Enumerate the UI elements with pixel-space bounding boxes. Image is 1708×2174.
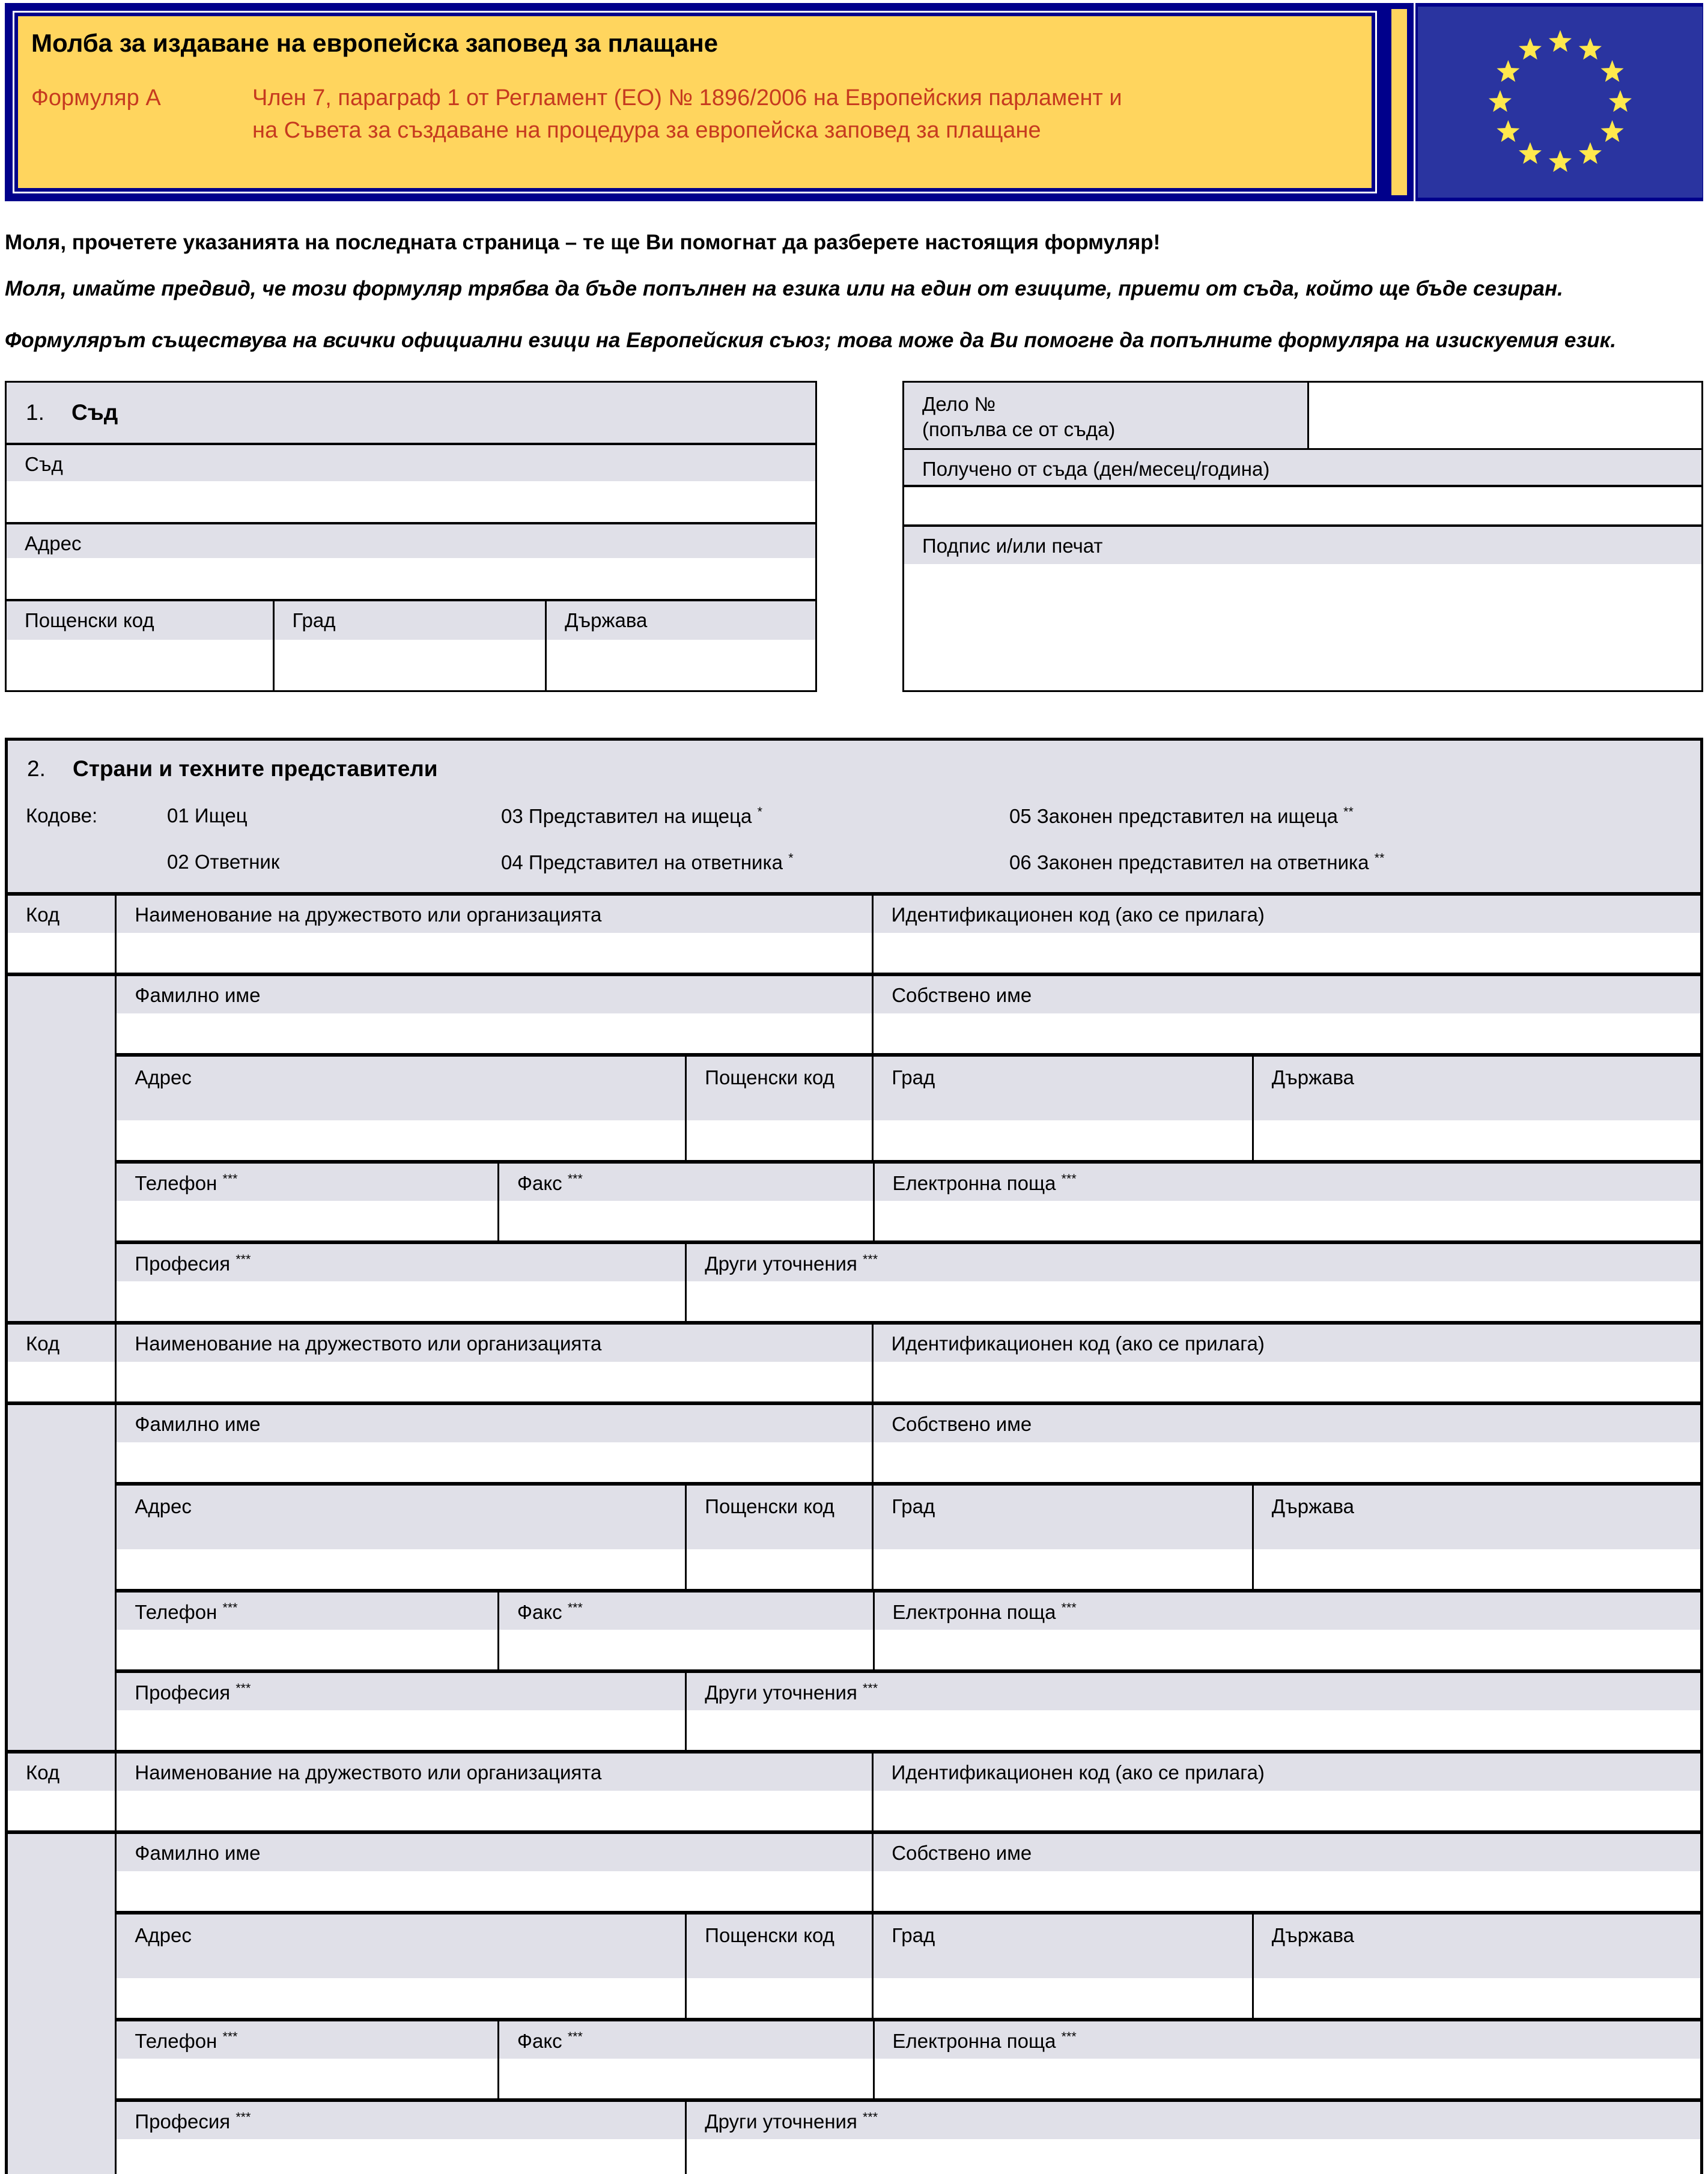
surname-label: Фамилно име [117,976,874,1013]
id-code-label: Идентификационен код (ако се прилага) [874,896,1700,933]
address-input[interactable] [117,1120,687,1160]
name-pair [117,976,1700,1053]
footnote-mark-3: *** [567,2029,583,2044]
fax-label: Факс *** [499,2021,875,2059]
footnote-mark-2: ** [1374,850,1385,865]
court-country-label: Държава [547,601,815,640]
party-detail-rows [117,1834,1700,2174]
court-city-label: Град [275,601,547,640]
email-input[interactable] [875,2059,1700,2098]
email-label: Електронна поща *** [875,1164,1700,1201]
id-code-label: Идентификационен код (ако се прилага) [874,1753,1700,1791]
footnote-mark-3: *** [1061,1600,1077,1615]
other-details-input[interactable] [687,1281,1700,1321]
country-label: Държава [1254,1057,1700,1120]
profession-input[interactable] [117,2139,687,2174]
received-date-input[interactable] [904,487,1701,527]
fax-input[interactable] [499,1630,875,1669]
phone-pair [117,1589,1700,1669]
party-code-input[interactable] [8,933,117,973]
codes-label: Кодове: [26,804,98,827]
phone-inputs [117,2059,1700,2098]
email-label: Електронна поща *** [875,2021,1700,2059]
surname-input[interactable] [117,1871,874,1911]
party-detail-rows [117,976,1700,1321]
name-inputs [117,1442,1700,1482]
party-codes-row-2 [8,851,1700,874]
profession-input[interactable] [117,1281,687,1321]
party-code-label: Код [8,1753,117,1791]
party-details [8,1830,1700,2174]
party-code-company-id-labels [8,1753,1700,1791]
company-name-label: Наименование на дружеството или организацията [117,1325,873,1362]
surname-label: Фамилно име [117,1834,874,1871]
footnote-mark-3: *** [567,1600,583,1615]
party-block [8,1321,1700,1750]
address-input[interactable] [117,1978,687,2018]
postal-code-input[interactable] [687,1549,874,1589]
footnote-mark-3: *** [236,2109,251,2124]
party-code-company-id-inputs [8,933,1700,973]
profession-labels [117,1244,1700,1281]
party-code-input[interactable] [8,1362,117,1401]
party-code-company-id-labels [8,896,1700,933]
fax-input[interactable] [499,2059,875,2098]
address-inputs [117,1978,1700,2018]
party-code-company-id-inputs [8,1791,1700,1830]
city-input[interactable] [874,1120,1254,1160]
phone-labels [117,1593,1700,1630]
tables-gap [817,381,902,692]
address-labels [117,1057,1700,1120]
section2-number: 2. [27,756,46,781]
profession-label: Професия *** [117,1244,687,1281]
name-inputs [117,1871,1700,1911]
header-divider-strip [1385,3,1414,201]
footnote-mark-3: *** [1061,1171,1077,1186]
city-label: Град [874,1914,1254,1978]
section2-header [8,741,1700,892]
code-01-claimant: 01 Ищец [167,804,248,827]
phone-input[interactable] [117,1630,499,1669]
codes-label-spacer [26,851,167,874]
eu-flag-icon [1414,3,1703,201]
party-blocks-container [8,892,1700,2174]
given-name-input[interactable] [874,1442,1700,1482]
court-address-label: Адрес [7,522,815,558]
city-label: Град [874,1057,1254,1120]
id-code-input[interactable] [874,1791,1700,1830]
profession-input[interactable] [117,1710,687,1750]
section1-court-table [5,381,817,692]
party-details [8,973,1700,1321]
other-details-label: Други уточнения *** [687,1673,1700,1710]
city-label: Град [874,1486,1254,1549]
phone-inputs [117,1201,1700,1240]
footnote-mark-3: *** [863,2109,878,2124]
case-number-label-line2: (попълва се от съда) [922,418,1116,441]
court-label: Съд [7,445,815,481]
surname-input[interactable] [117,1442,874,1482]
phone-labels [117,1164,1700,1201]
code-02-defendant: 02 Ответник [167,850,280,873]
name-pair [117,1405,1700,1482]
case-number-row [904,383,1701,450]
court-country-input[interactable] [547,640,815,690]
party-left-strip [8,1405,117,1750]
party-code-input[interactable] [8,1791,117,1830]
surname-label: Фамилно име [117,1405,874,1442]
intro-line-3: Формулярът съществува на всички официални езици на Европейския съюз; това може да Ви помогне да попълните формуляра на изискуемия език. [5,329,1617,352]
company-name-label: Наименование на дружеството или организацията [117,1753,873,1791]
country-input[interactable] [1254,1549,1700,1589]
address-inputs [117,1549,1700,1589]
profession-pair [117,2098,1700,2174]
section1-header [7,383,815,445]
given-name-input[interactable] [874,1871,1700,1911]
name-labels [117,1834,1700,1871]
footnote-mark-3: *** [863,1680,878,1695]
intro-instructions [5,229,1703,357]
court-postal-city-country-labels [7,599,815,640]
form-header [5,3,1703,201]
name-labels [117,976,1700,1013]
phone-pair [117,2018,1700,2098]
section2-title-row [8,756,1700,782]
company-name-input[interactable] [117,1362,873,1401]
section2-title: Страни и техните представители [73,756,438,781]
footnote-mark-1: * [757,804,762,819]
other-details-label: Други уточнения *** [687,1244,1700,1281]
address-labels [117,1914,1700,1978]
signature-stamp-area[interactable] [904,564,1701,690]
court-address-input[interactable] [7,558,815,599]
given-name-label: Собствено име [874,1834,1700,1871]
address-inputs [117,1120,1700,1160]
name-labels [117,1405,1700,1442]
received-date-label: Получено от съда (ден/месец/година) [904,450,1701,487]
code-04-defendant-representative: 04 Представител на ответника * [501,850,794,873]
given-name-label: Собствено име [874,1405,1700,1442]
country-label: Държава [1254,1914,1700,1978]
city-input[interactable] [874,1549,1254,1589]
header-subtitle-row [31,82,1360,147]
address-label: Адрес [117,1486,687,1549]
phone-pair [117,1160,1700,1240]
phone-input[interactable] [117,1201,499,1240]
party-block [8,1750,1700,2174]
footnote-mark-3: *** [236,1251,251,1266]
company-name-input[interactable] [117,933,873,973]
address-label: Адрес [117,1914,687,1978]
section1-number: 1. [26,399,44,425]
intro-line-1: Моля, прочетете указанията на последната страница – те ще Ви помогнат да разберете настоящия формуляр! [5,231,1161,254]
footnote-mark-3: *** [236,1680,251,1695]
profession-labels [117,1673,1700,1710]
court-input[interactable] [7,481,815,522]
name-inputs [117,1013,1700,1053]
company-name-label: Наименование на дружеството или организацията [117,896,873,933]
profession-inputs [117,1710,1700,1750]
footnote-mark-1: * [788,850,794,865]
profession-pair [117,1669,1700,1750]
profession-label: Професия *** [117,2102,687,2139]
fax-label: Факс *** [499,1164,875,1201]
id-code-label: Идентификационен код (ако се прилага) [874,1325,1700,1362]
section1-and-case-row [5,381,1703,692]
court-postal-label: Пощенски код [7,601,275,640]
signature-stamp-label: Подпис и/или печат [904,527,1701,564]
id-code-input[interactable] [874,1362,1700,1401]
case-office-box [902,381,1703,692]
address-label: Адрес [117,1057,687,1120]
profession-label: Професия *** [117,1673,687,1710]
party-code-label: Код [8,1325,117,1362]
footnote-mark-3: *** [222,2029,238,2044]
company-name-input[interactable] [117,1791,873,1830]
header-title-box-inner [13,11,1377,193]
court-city-input[interactable] [275,640,547,690]
code-06-defendant-legal-representative: 06 Законен представител на ответника ** [1009,850,1385,873]
party-code-company-id-inputs [8,1362,1700,1401]
email-input[interactable] [875,1201,1700,1240]
other-details-input[interactable] [687,2139,1700,2174]
footnote-mark-3: *** [1061,2029,1077,2044]
postal-code-label: Пощенски код [687,1486,874,1549]
country-input[interactable] [1254,1978,1700,2018]
party-left-strip [8,1834,117,2174]
address-pair [117,1482,1700,1589]
phone-inputs [117,1630,1700,1669]
address-input[interactable] [117,1549,687,1589]
phone-label: Телефон *** [117,1593,499,1630]
party-codes-row-1 [8,804,1700,828]
postal-code-input[interactable] [687,1120,874,1160]
phone-label: Телефон *** [117,1164,499,1201]
phone-label: Телефон *** [117,2021,499,2059]
city-input[interactable] [874,1978,1254,2018]
party-detail-rows [117,1405,1700,1750]
header-yellow-panel [18,16,1372,188]
postal-code-label: Пощенски код [687,1057,874,1120]
address-pair [117,1911,1700,2018]
fax-input[interactable] [499,1201,875,1240]
case-number-label [904,383,1309,448]
email-label: Електронна поща *** [875,1593,1700,1630]
phone-labels [117,2021,1700,2059]
footnote-mark-3: *** [863,1251,878,1266]
id-code-input[interactable] [874,933,1700,973]
fax-label: Факс *** [499,1593,875,1630]
email-input[interactable] [875,1630,1700,1669]
regulation-reference: Член 7, параграф 1 от Регламент (ЕО) № 1896/2006 на Европейския парламент и на Съвета за създаване на процедура за европейска заповед за плащане [252,85,1122,144]
party-code-label: Код [8,896,117,933]
case-number-input[interactable] [1309,383,1701,448]
postal-code-label: Пощенски код [687,1914,874,1978]
case-number-label-line1: Дело № [922,392,996,415]
footnote-mark-3: *** [222,1600,238,1615]
party-code-company-id-labels [8,1325,1700,1362]
phone-input[interactable] [117,2059,499,2098]
intro-line-2: Моля, имайте предвид, че този формуляр трябва да бъде попълнен на езика или на един от езиците, приети от съда, който ще бъде сезиран. [5,276,1563,300]
court-postal-input[interactable] [7,640,275,690]
surname-input[interactable] [117,1013,874,1053]
form-variant-label: Формуляр А [31,85,161,111]
profession-pair [117,1240,1700,1321]
address-pair [117,1053,1700,1160]
footnote-mark-3: *** [567,1171,583,1186]
given-name-input[interactable] [874,1013,1700,1053]
party-details [8,1401,1700,1750]
party-block [8,892,1700,1321]
form-title: Молба за издаване на европейска заповед за плащане [31,29,719,57]
name-pair [117,1834,1700,1911]
section2-parties-table [5,738,1703,2174]
profession-inputs [117,1281,1700,1321]
section1-title: Съд [71,399,118,425]
footnote-mark-2: ** [1343,804,1354,819]
postal-code-input[interactable] [687,1978,874,2018]
other-details-input[interactable] [687,1710,1700,1750]
code-03-claimant-representative: 03 Представител на ищеца * [501,804,762,827]
other-details-label: Други уточнения *** [687,2102,1700,2139]
given-name-label: Собствено име [874,976,1700,1013]
code-05-claimant-legal-representative: 05 Законен представител на ищеца ** [1009,804,1354,827]
country-input[interactable] [1254,1120,1700,1160]
profession-labels [117,2102,1700,2139]
country-label: Държава [1254,1486,1700,1549]
address-labels [117,1486,1700,1549]
party-left-strip [8,976,117,1321]
profession-inputs [117,2139,1700,2174]
footnote-mark-3: *** [222,1171,238,1186]
court-postal-city-country-inputs [7,640,815,690]
header-title-box [5,3,1385,201]
